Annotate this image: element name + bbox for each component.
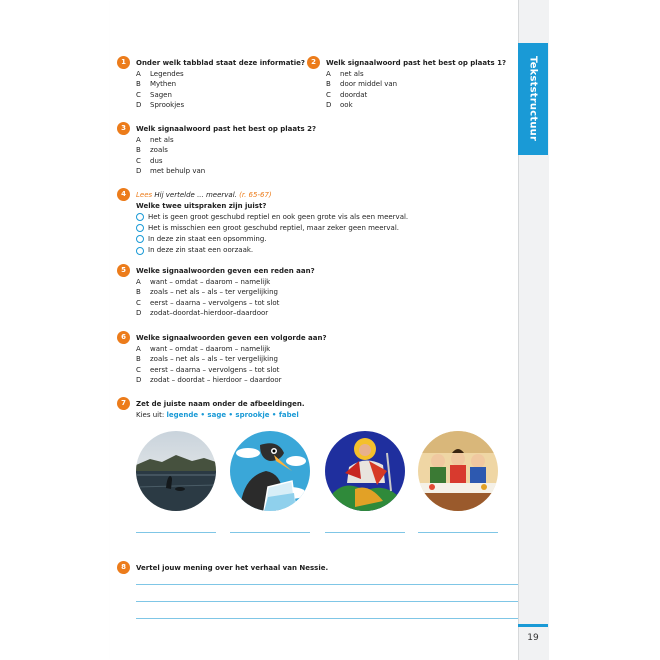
statement-4[interactable]: In deze zin staat een oorzaak.: [136, 245, 408, 256]
question-title: Vertel jouw mening over het verhaal van Nessie.: [136, 564, 329, 572]
radio-circle-icon[interactable]: [136, 213, 144, 221]
option-c[interactable]: C doordat: [326, 90, 368, 99]
option-d[interactable]: D zodat–doordat–hierdoor–daardoor: [136, 309, 269, 318]
radio-circle-icon[interactable]: [136, 224, 144, 232]
question-5: [121, 266, 315, 319]
picture-loch-ness: [136, 431, 216, 511]
radio-circle-icon[interactable]: [136, 235, 144, 243]
writing-line-2[interactable]: [136, 601, 518, 602]
option-a[interactable]: A want – omdat – daarom – namelijk: [136, 344, 271, 353]
option-d[interactable]: D met behulp van: [136, 167, 206, 176]
option-a[interactable]: A want – omdat – daarom – namelijk: [136, 277, 271, 286]
statement-3[interactable]: In deze zin staat een opsomming.: [136, 234, 408, 245]
option-b[interactable]: B door middel van: [326, 80, 398, 89]
option-a[interactable]: A net als: [326, 69, 364, 78]
question-number: 3: [117, 122, 130, 135]
question-title: Welk signaalwoord past het best op plaats 2?: [136, 125, 317, 133]
answer-line-4[interactable]: [418, 532, 498, 533]
question-6: [121, 333, 327, 386]
page-number: 19: [527, 633, 539, 643]
option-c[interactable]: C eerst – daarna – vervolgens – tot slot: [136, 365, 280, 374]
picture-fairytale-feast: [418, 431, 498, 511]
option-d[interactable]: D ook: [326, 101, 353, 110]
question-title: Zet de juiste naam onder de afbeeldingen.: [136, 400, 305, 408]
page-number-bar: [518, 624, 548, 627]
question-title: Welke twee uitspraken zijn juist?: [136, 201, 267, 210]
option-c[interactable]: C eerst – daarna – vervolgens – tot slot: [136, 298, 280, 307]
question-number: 7: [117, 397, 130, 410]
answer-line-1[interactable]: [136, 532, 216, 533]
question-title: Onder welk tabblad staat deze informatie?: [136, 59, 305, 67]
question-number: 1: [117, 56, 130, 69]
word-choices: Kies uit: legende • sage • sprookje • fabel: [136, 410, 299, 419]
question-number: 5: [117, 264, 130, 277]
answer-line-3[interactable]: [325, 532, 405, 533]
question-1: [121, 58, 305, 111]
statement-2[interactable]: Het is misschien een groot geschubd reptiel, maar zeker geen meerval.: [136, 223, 408, 234]
option-b[interactable]: B zoals – net als – als – ter vergelijking: [136, 288, 278, 297]
question-number: 2: [307, 56, 320, 69]
option-d[interactable]: D Sprookjes: [136, 101, 185, 110]
picture-dragon-saga: [325, 431, 405, 511]
question-title: Welke signaalwoorden geven een reden aan?: [136, 267, 315, 275]
option-b[interactable]: B zoals – net als – als – ter vergelijking: [136, 355, 278, 364]
radio-circle-icon[interactable]: [136, 247, 144, 255]
option-c[interactable]: C dus: [136, 156, 163, 165]
chapter-tab-label: Tekststructuur: [527, 56, 539, 142]
option-c[interactable]: C Sagen: [136, 90, 172, 99]
option-b[interactable]: B Mythen: [136, 80, 177, 89]
statement-1[interactable]: Het is geen groot geschubd reptiel en ook geen grote vis als een meerval.: [136, 212, 408, 223]
writing-line-1[interactable]: [136, 584, 518, 585]
option-b[interactable]: B zoals: [136, 146, 168, 155]
question-title: Welk signaalwoord past het best op plaats 1?: [326, 59, 507, 67]
reading-instruction: Lees Hij vertelde ... meerval. (r. 65-67): [136, 191, 272, 199]
question-number: 4: [117, 188, 130, 201]
option-a[interactable]: A Legendes: [136, 69, 184, 78]
question-2: [311, 58, 507, 111]
question-7: [121, 399, 305, 420]
writing-line-3[interactable]: [136, 618, 518, 619]
option-a[interactable]: A net als: [136, 135, 174, 144]
chapter-tab[interactable]: [518, 43, 548, 155]
question-title: Welke signaalwoorden geven een volgorde aan?: [136, 334, 327, 342]
answer-line-2[interactable]: [230, 532, 310, 533]
option-d[interactable]: D zodat – doordat – hierdoor – daardoor: [136, 376, 282, 385]
question-4: [121, 190, 409, 256]
question-number: 8: [117, 561, 130, 574]
question-3: [121, 124, 317, 177]
picture-crow-fable: [230, 431, 310, 511]
question-8: [121, 563, 329, 574]
question-number: 6: [117, 331, 130, 344]
